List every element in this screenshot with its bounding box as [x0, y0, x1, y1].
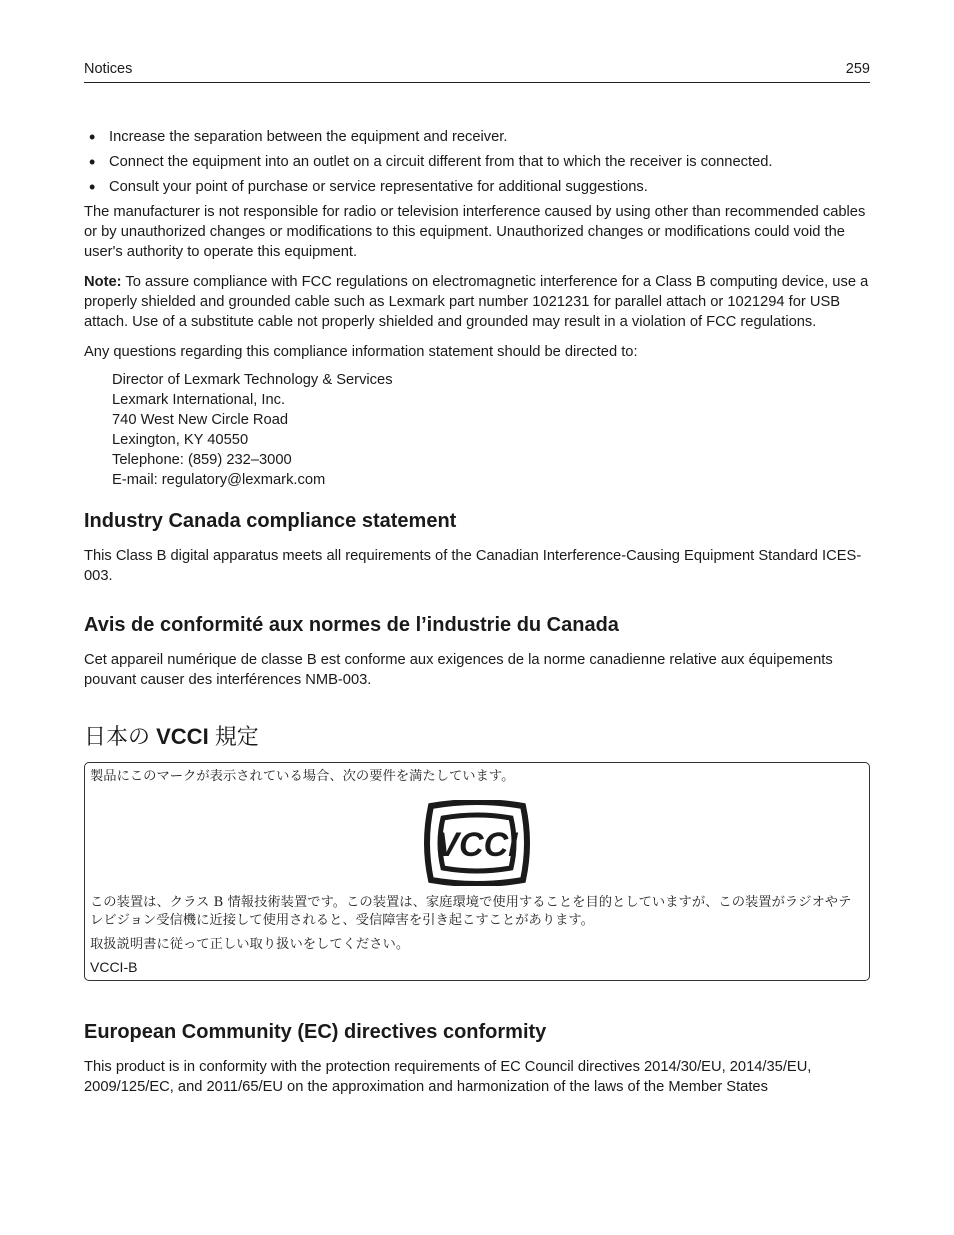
- note-paragraph: [84, 272, 870, 332]
- ec-heading: European Community (EC) directives conformity: [84, 1021, 547, 1043]
- header-section-title: Notices: [84, 61, 133, 77]
- vcci-box: [84, 762, 870, 981]
- canada-fr-heading: Avis de conformité aux normes de l’industrie du Canada: [84, 614, 619, 636]
- address-line: Telephone: (859) 232–3000: [112, 452, 292, 468]
- page-number: 259: [845, 61, 870, 77]
- address-line: Lexmark International, Inc.: [112, 392, 286, 408]
- vcci-heading: [84, 722, 870, 752]
- vcci-heading-bold: VCCI: [156, 724, 209, 749]
- vcci-label: VCCI-B: [90, 959, 138, 975]
- vcci-line-3: 取扱説明書に従って正しい取り扱いをしてください。: [90, 937, 410, 952]
- canada-heading: Industry Canada compliance statement: [84, 510, 457, 532]
- vcci-line-2: この装置は、クラス B 情報技術装置です。この装置は、家庭環境で使用することを目的としていますが、この装置がラジオやテレビジョン受信機に近接して使用されると、受信障害を引き起こすことがあります。: [90, 895, 852, 928]
- ec-paragraph: This product is in conformity with the protection requirements of EC Council directives 2014/30/EU, 2014/35/EU, 2009/125/EC, and 2011/65/EU on the approximation and harmonization of the laws of the Member States: [84, 1059, 812, 1095]
- vcci-heading-prefix: 日本の: [84, 724, 157, 749]
- vcci-heading-suffix: 規定: [208, 724, 259, 749]
- bullet-item: • Consult your point of purchase or service representative for additional suggestions.: [84, 177, 870, 197]
- bullet-item: • Connect the equipment into an outlet on a circuit different from that to which the receiver is connected.: [84, 152, 870, 172]
- vcci-logo-text: VCCI: [436, 826, 518, 864]
- address-line: 740 West New Circle Road: [112, 412, 289, 428]
- bullet-list: [84, 127, 870, 197]
- address-line: Director of Lexmark Technology & Services: [112, 372, 393, 388]
- page-header: [84, 61, 870, 83]
- canada-paragraph: This Class B digital apparatus meets all requirements of the Canadian Interference-Causing Equipment Standard ICES-003.: [84, 548, 862, 584]
- vcci-logo-icon: [421, 800, 533, 886]
- vcci-line-1: 製品にこのマークが表示されている場合、次の要件を満たしています。: [90, 769, 515, 784]
- page-body: [84, 127, 870, 1107]
- manufacturer-paragraph: The manufacturer is not responsible for radio or television interference caused by using other than recommended cables or by unauthorized changes or modifications to this equipment. Unauthorized changes or modifications could void the user's authority to operate this equipment.: [84, 204, 866, 260]
- note-label: Note:: [84, 274, 122, 290]
- canada-fr-paragraph: Cet appareil numérique de classe B est conforme aux exigences de la norme canadienne relative aux équipements pouvant causer des interférences NMB-003.: [84, 652, 833, 688]
- questions-paragraph: Any questions regarding this compliance information statement should be directed to:: [84, 344, 638, 360]
- vcci-logo: [90, 800, 864, 886]
- contact-address: [84, 370, 870, 490]
- address-line: Lexington, KY 40550: [112, 432, 249, 448]
- address-line: E-mail: regulatory@lexmark.com: [112, 472, 326, 488]
- note-text: To assure compliance with FCC regulations on electromagnetic interference for a Class B computing device, use a properly shielded and grounded cable such as Lexmark part number 1021231 for parallel attach or 1021294 for USB attach. Use of a substitute cable not properly shielded and grounded may result in a violation of FCC regulations.: [84, 274, 869, 330]
- bullet-item: • Increase the separation between the equipment and receiver.: [84, 127, 870, 147]
